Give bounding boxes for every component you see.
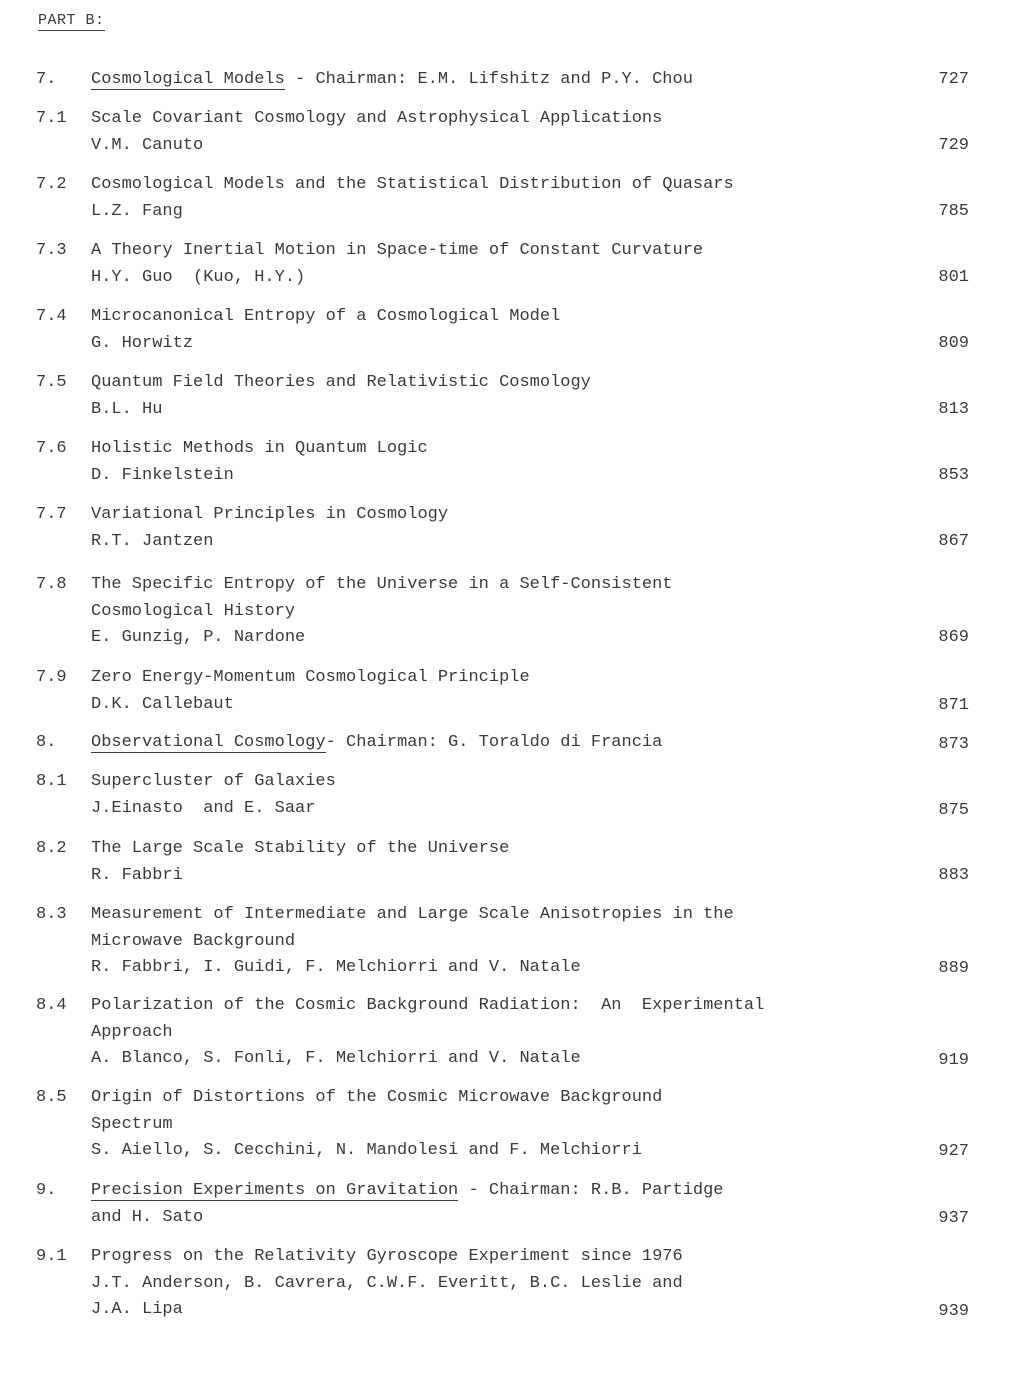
entry-title-continued: Microwave Background: [91, 931, 296, 951]
page-number: 867: [938, 531, 969, 551]
entry-number: 7.6: [36, 439, 67, 458]
entry-authors: J.T. Anderson, B. Cavrera, C.W.F. Everitt, B.C. Leslie and: [91, 1273, 683, 1293]
entry-authors: L.Z. Fang: [91, 201, 183, 221]
entry-title: Cosmological Models and the Statistical Distribution of Quasars: [91, 175, 734, 194]
page-number: 873: [938, 735, 969, 754]
section-chairman: - Chairman: E.M. Lifshitz and P.Y. Chou: [284, 70, 693, 89]
entry-number: 8.2: [36, 839, 67, 858]
entry-authors: R. Fabbri: [91, 865, 183, 885]
entry-number: 7.5: [36, 373, 67, 392]
entry-title: Variational Principles in Cosmology: [91, 505, 449, 524]
entry-title-continued: Approach: [91, 1022, 173, 1042]
entry-number: 8.3: [36, 905, 67, 924]
entry-authors: A. Blanco, S. Fonli, F. Melchiorri and V. Natale: [91, 1049, 581, 1068]
page-number: 939: [938, 1302, 969, 1321]
entry-number: 8.5: [36, 1088, 67, 1107]
entry-authors: S. Aiello, S. Cecchini, N. Mandolesi and F. Melchiorri: [91, 1141, 642, 1160]
entry-authors: D. Finkelstein: [91, 465, 234, 485]
entry-title-continued: Cosmological History: [91, 601, 296, 621]
entry-title: Origin of Distortions of the Cosmic Microwave Background: [91, 1088, 663, 1107]
entry-number: 7.3: [36, 241, 67, 260]
section-title: Observational Cosmology: [91, 733, 326, 752]
entry-number: 8.4: [36, 996, 67, 1015]
entry-authors: J.Einasto and E. Saar: [91, 798, 316, 818]
page-number: 889: [938, 959, 969, 978]
page-number: 927: [938, 1142, 969, 1161]
page-number: 729: [938, 135, 969, 155]
entry-number: 7.7: [36, 505, 67, 524]
page-number: 937: [938, 1209, 969, 1228]
page-number: 919: [938, 1051, 969, 1070]
page-number: 813: [938, 399, 969, 419]
section-chairman: - Chairman: G. Toraldo di Francia: [325, 733, 663, 752]
entry-number: 7.2: [36, 175, 67, 194]
entry-number: 8.1: [36, 772, 67, 791]
entry-title: Scale Covariant Cosmology and Astrophysical Applications: [91, 109, 663, 128]
entry-title: Quantum Field Theories and Relativistic Cosmology: [91, 373, 591, 392]
entry-authors: E. Gunzig, P. Nardone: [91, 628, 306, 647]
entry-authors: D.K. Callebaut: [91, 694, 234, 714]
entry-number: 7.9: [36, 668, 67, 687]
page-number: 785: [938, 201, 969, 221]
page-number: 853: [938, 465, 969, 485]
entry-authors: R. Fabbri, I. Guidi, F. Melchiorri and V. Natale: [91, 958, 581, 977]
entry-number: 9.: [36, 1181, 57, 1200]
section-title: Cosmological Models: [91, 70, 285, 89]
entry-authors: G. Horwitz: [91, 333, 194, 353]
entry-title: Polarization of the Cosmic Background Radiation: An Experimental: [91, 996, 765, 1015]
entry-number: 9.1: [36, 1247, 67, 1266]
section-title: Precision Experiments on Gravitation: [91, 1181, 459, 1200]
page-number: 871: [938, 696, 969, 715]
entry-number: 7.4: [36, 307, 67, 326]
entry-title: Zero Energy-Momentum Cosmological Principle: [91, 668, 530, 687]
entry-title: Progress on the Relativity Gyroscope Experiment since 1976: [91, 1247, 683, 1266]
entry-authors-continued: J.A. Lipa: [91, 1300, 183, 1319]
entry-authors: H.Y. Guo (Kuo, H.Y.): [91, 267, 306, 287]
entry-number: 7.: [36, 70, 57, 89]
page-number: 875: [938, 801, 969, 820]
page-number: 869: [938, 628, 969, 647]
entry-title: Holistic Methods in Quantum Logic: [91, 439, 428, 458]
page-number: 883: [938, 866, 969, 885]
entry-number: 8.: [36, 733, 57, 752]
entry-title: Microcanonical Entropy of a Cosmological Model: [91, 307, 561, 326]
entry-authors: B.L. Hu: [91, 399, 163, 419]
entry-title-continued: Spectrum: [91, 1114, 173, 1134]
page-number: 809: [938, 333, 969, 353]
section-chairman-continued: and H. Sato: [91, 1207, 204, 1227]
entry-authors: R.T. Jantzen: [91, 531, 214, 551]
entry-title: The Large Scale Stability of the Universe: [91, 839, 510, 858]
section-chairman: - Chairman: R.B. Partidge: [458, 1181, 724, 1200]
entry-title: Measurement of Intermediate and Large Scale Anisotropies in the: [91, 905, 734, 924]
entry-title: Supercluster of Galaxies: [91, 772, 336, 791]
entry-number: 7.8: [36, 575, 67, 594]
entry-title: A Theory Inertial Motion in Space-time of Constant Curvature: [91, 241, 704, 260]
entry-authors: V.M. Canuto: [91, 135, 204, 155]
page-number: 801: [938, 267, 969, 287]
part-label: PART B:: [38, 12, 105, 29]
page-number: 727: [938, 70, 969, 89]
part-header: [38, 12, 105, 29]
entry-number: 7.1: [36, 109, 67, 128]
entry-title: The Specific Entropy of the Universe in a Self-Consistent: [91, 575, 673, 594]
